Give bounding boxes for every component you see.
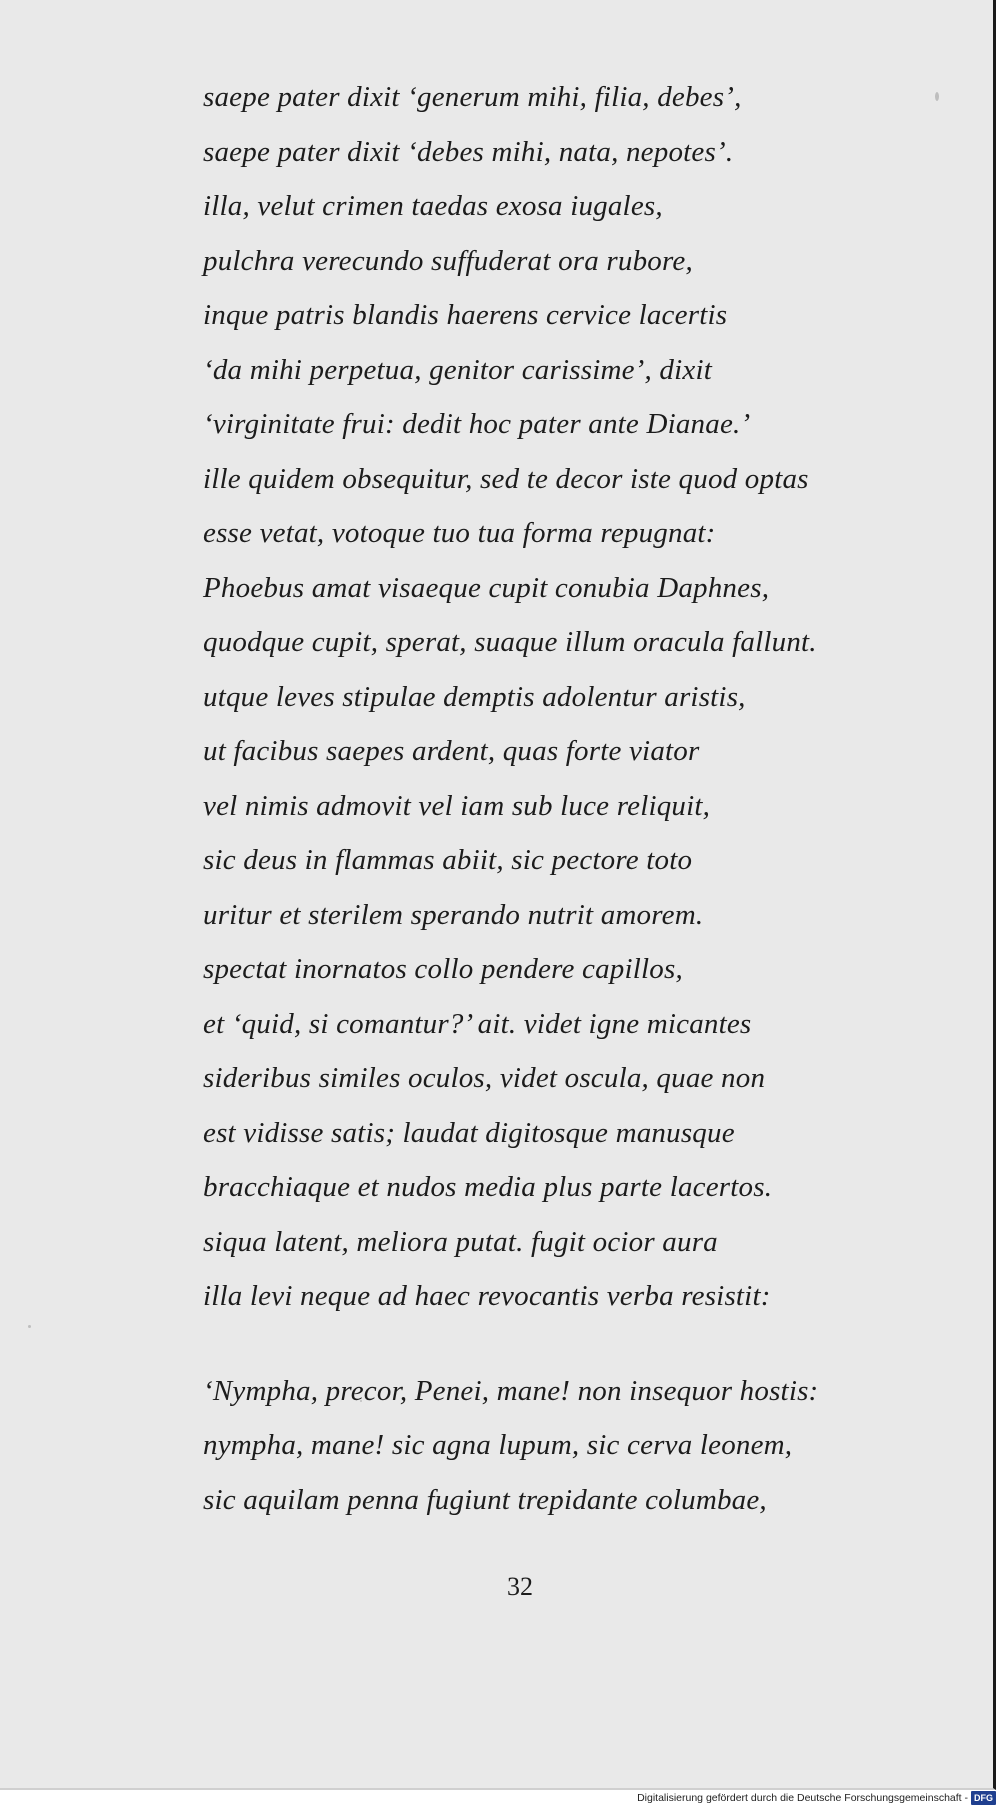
paper-speck <box>935 92 939 101</box>
verse-line: illa levi neque ad haec revocantis verba resistit: <box>203 1280 771 1312</box>
verse-line: quodque cupit, sperat, suaque illum oracula fallunt. <box>203 626 817 658</box>
stanza <box>203 1364 903 1528</box>
verse-line: ‘Nympha, precor, Penei, mane! non insequor hostis: <box>203 1374 819 1407</box>
verse-line: vel nimis admovit vel iam sub luce reliquit, <box>203 789 711 822</box>
verse-line: saepe pater dixit ‘generum mihi, filia, debes’, <box>203 81 742 113</box>
verse-line: spectat inornatos collo pendere capillos, <box>203 953 683 985</box>
verse-line: est vidisse satis; laudat digitosque manusque <box>203 1116 735 1149</box>
verse-line: ‘da mihi perpetua, genitor carissime’, dixit <box>203 353 712 386</box>
stanza <box>203 70 903 1324</box>
page-number: 32 <box>507 1572 533 1601</box>
verse-line: utque leves stipulae demptis adolentur aristis, <box>203 680 746 713</box>
verse-line: inque patris blandis haerens cervice lacertis <box>203 299 728 331</box>
verse-line: nympha, mane! sic agna lupum, sic cerva leonem, <box>203 1429 793 1461</box>
verse-line: et ‘quid, si comantur?’ ait. videt igne micantes <box>203 1007 752 1040</box>
verse-line: uritur et sterilem sperando nutrit amorem. <box>203 898 704 931</box>
verse-line: sideribus similes oculos, videt oscula, quae non <box>203 1062 766 1094</box>
verse-line: esse vetat, votoque tuo tua forma repugnat: <box>203 517 716 549</box>
verse-line: illa, velut crimen taedas exosa iugales, <box>203 190 663 222</box>
credit-text: Digitalisierung gefördert durch die Deutsche Forschungsgemeinschaft - <box>637 1792 968 1804</box>
verse-line: sic deus in flammas abiit, sic pectore toto <box>203 844 693 876</box>
verse-line: saepe pater dixit ‘debes mihi, nata, nepotes’. <box>203 135 734 168</box>
verse-line: siqua latent, meliora putat. fugit ocior aura <box>203 1225 718 1258</box>
verse-line: ‘virginitate frui: dedit hoc pater ante Dianae.’ <box>203 408 751 440</box>
verse-line: pulchra verecundo suffuderat ora rubore, <box>203 244 693 277</box>
poem-text <box>203 70 903 1527</box>
verse-line: ille quidem obsequitur, sed te decor iste quod optas <box>203 462 809 495</box>
digitization-credit <box>637 1790 996 1806</box>
dfg-logo: DFG <box>971 1791 996 1805</box>
verse-line: sic aquilam penna fugiunt trepidante columbae, <box>203 1483 767 1516</box>
paper-speck <box>28 1325 31 1328</box>
verse-line: bracchiaque et nudos media plus parte lacertos. <box>203 1171 773 1203</box>
verse-line: ut facibus saepes ardent, quas forte viator <box>203 735 700 767</box>
verse-line: Phoebus amat visaeque cupit conubia Daphnes, <box>203 571 770 604</box>
